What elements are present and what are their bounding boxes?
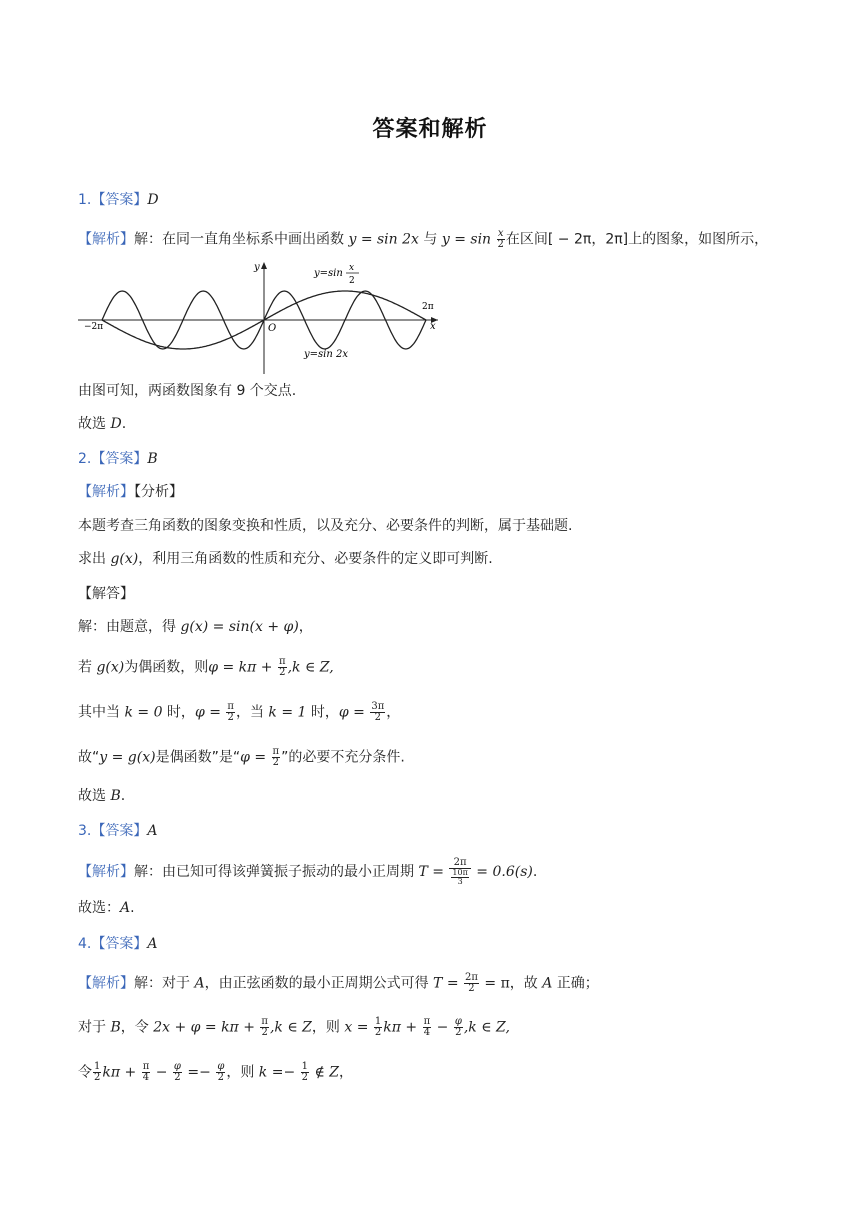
- q3-answer-line: [78, 821, 157, 841]
- q2-line5-fraction1: $\frac{\pi}{2}$: [227, 701, 234, 723]
- q2-answer-tag: 【答案】: [91, 451, 148, 467]
- q2-line4-math: φ = kπ +: [208, 659, 277, 676]
- q3-choose-letter: A: [120, 900, 131, 916]
- q2-line2-post: ，利用三角函数的性质和充分、必要条件的定义即可判断.: [138, 551, 493, 567]
- q2-line5-phi2: φ =: [338, 704, 370, 721]
- q2-line6-c: ”的必要不充分条件.: [281, 749, 405, 766]
- q3-line1-T: T =: [418, 864, 449, 880]
- q4-line2-fraction2: $\frac{1}{2}$: [374, 1016, 382, 1038]
- q2-answer-line: [78, 449, 158, 469]
- q2-line3-pre: 解：由题意，得: [78, 619, 181, 635]
- q4-line2-B: B: [110, 1019, 121, 1036]
- q1-analysis-line: [78, 229, 768, 250]
- sine-graph: [78, 258, 448, 376]
- q2-fenxi: 【分析】: [134, 484, 183, 500]
- q4-line2-mid: ，令: [120, 1019, 154, 1036]
- q2-analysis-heading: [78, 482, 183, 502]
- q3-choose-text: 故选：: [78, 900, 120, 916]
- q4-line3-fraction5: $\frac{1}{2}$: [301, 1061, 309, 1083]
- q2-line2-pre: 求出: [78, 551, 111, 567]
- q4-line1-end: 正确；: [552, 975, 599, 992]
- q1-answer-tag: 【答案】: [91, 192, 148, 208]
- q2-line6-math: y = g(x): [99, 749, 156, 766]
- q4-line2-kpi: kπ +: [383, 1019, 422, 1036]
- q4-line1-mid: ，由正弦函数的最小正周期公式可得: [204, 975, 434, 992]
- y-axis-arrow-icon: [261, 262, 267, 269]
- q2-choose-end: .: [120, 788, 126, 804]
- q2-line6-b: 是偶函数”是“: [155, 749, 241, 766]
- q4-line2-x: x =: [344, 1019, 373, 1036]
- q4-line3-minus: −: [151, 1064, 172, 1081]
- left-bound-label: −2π: [84, 322, 104, 332]
- q4-line3-fraction1: $\frac{1}{2}$: [94, 1061, 101, 1083]
- q2-line5-b: 时，: [162, 704, 195, 721]
- q2-line5-d: 时，: [306, 704, 339, 721]
- q3-period-fraction: $\frac{2\pi}{\frac{10\pi}{3}}$: [449, 858, 470, 886]
- q4-line2: [78, 1017, 510, 1038]
- q2-line2: [78, 549, 493, 569]
- q4-line3-fraction2: $\frac{\pi}{4}$: [142, 1061, 150, 1083]
- q4-line1-pre: 解：对于: [134, 975, 195, 992]
- q2-line4-pre: 若: [78, 659, 97, 676]
- q4-line1-T: T =: [433, 975, 463, 992]
- q1-func1: y = sin 2x: [348, 231, 419, 248]
- q2-line3-math: g(x) = sin(x + φ): [180, 619, 299, 635]
- q3-line1-end: .: [532, 864, 538, 880]
- q1-number: 1.: [78, 192, 92, 208]
- q2-analysis-tag: 【解析】: [78, 484, 134, 500]
- q1-answer-line: [78, 190, 159, 210]
- q1-answer-letter: D: [147, 192, 159, 208]
- q3-analysis-tag: 【解析】: [78, 864, 134, 880]
- q2-line5-c: ，当: [235, 704, 269, 721]
- q4-number: 4.: [78, 936, 92, 952]
- q2-line4-fraction: $\frac{\pi}{2}$: [278, 656, 286, 678]
- q2-line5: [78, 702, 400, 723]
- q3-answer-letter: A: [147, 823, 158, 839]
- q2-line3-post: ，: [298, 619, 313, 635]
- q4-line2-fraction3: $\frac{\pi}{4}$: [423, 1016, 431, 1038]
- sin-half-x-label-num: x: [349, 263, 355, 273]
- q2-line6-phi: φ =: [240, 749, 271, 766]
- q4-line1-fraction: $\frac{2\pi}{2}$: [465, 972, 478, 994]
- q4-line3-eq: =−: [182, 1064, 216, 1081]
- sin2x-label: y=sin 2x: [304, 349, 348, 360]
- q2-line5-fraction2: $\frac{3\pi}{2}$: [371, 701, 385, 723]
- q3-line1: [78, 858, 537, 886]
- x-axis-label: x: [430, 321, 436, 332]
- q4-line3: [78, 1062, 353, 1083]
- page-title: 答案和解析: [372, 117, 488, 142]
- q4-line1-eq: = π: [479, 975, 510, 992]
- q2-line6: [78, 747, 405, 768]
- q2-line6-fraction: $\frac{\pi}{2}$: [272, 746, 280, 768]
- q2-line4: [78, 657, 334, 678]
- q4-analysis-tag: 【解析】: [78, 975, 134, 992]
- q2-choose-text: 故选: [78, 788, 111, 804]
- q4-line3-kpi: kπ +: [102, 1064, 141, 1081]
- q2-line3: [78, 617, 313, 637]
- q4-line1-A2: A: [542, 975, 553, 992]
- q1-intro: 解：在同一直角坐标系中画出函数: [134, 231, 349, 248]
- q4-answer-letter: A: [147, 936, 158, 952]
- q4-answer-line: [78, 934, 157, 954]
- q1-func2-fraction: $\frac{x}{2}$: [497, 228, 504, 250]
- q3-answer-tag: 【答案】: [91, 823, 148, 839]
- q2-jieda: 【解答】: [78, 586, 134, 602]
- q2-line4-mid: 为偶函数，则: [124, 659, 209, 676]
- q4-line2-tail2: ,k ∈ Z,: [463, 1019, 510, 1036]
- q4-line3-k: k =−: [258, 1064, 300, 1081]
- q1-analysis-tag: 【解析】: [78, 231, 134, 248]
- q4-line1: [78, 973, 599, 994]
- q4-line3-pre: 令: [78, 1064, 92, 1081]
- q2-line5-k0: k = 0: [124, 704, 163, 721]
- q4-line2-pre: 对于: [78, 1019, 111, 1036]
- q2-line4-g: g(x): [96, 659, 125, 676]
- q2-line6-a: 故“: [78, 749, 100, 766]
- q2-line5-a: 其中当: [78, 704, 125, 721]
- q1-func2: y = sin: [441, 231, 496, 248]
- origin-label: O: [268, 323, 277, 334]
- y-axis-label: y: [254, 262, 260, 273]
- q2-line4-tail: ,k ∈ Z,: [287, 659, 334, 676]
- q4-line2-then: ，则: [311, 1019, 345, 1036]
- q4-line2-fraction1: $\frac{\pi}{2}$: [261, 1016, 268, 1038]
- q4-line3-notin: ∉ Z: [310, 1064, 340, 1081]
- q4-line2-tail: ,k ∈ Z: [269, 1019, 312, 1036]
- q2-line5-e: ，: [386, 704, 401, 721]
- q1-conclusion: 由图可知，两函数图象有 9 个交点.: [78, 383, 297, 399]
- q4-line3-fraction4: $\frac{\varphi}{2}$: [217, 1061, 225, 1083]
- q1-tail: 在区间[ − 2π，2π]上的图象，如图所示，: [505, 231, 769, 248]
- q2-choose-line: [78, 786, 125, 806]
- q1-with: 与: [418, 231, 442, 248]
- q2-line5-phi1: φ =: [194, 704, 226, 721]
- q3-line1-post: = 0.6(s): [471, 864, 533, 880]
- q4-line2-fraction4: $\frac{\varphi}{2}$: [454, 1016, 462, 1038]
- q4-line2-math: 2x + φ = kπ +: [153, 1019, 260, 1036]
- q4-line3-then: ，则: [226, 1064, 259, 1081]
- q2-answer-letter: B: [147, 451, 158, 467]
- q4-line1-A: A: [194, 975, 205, 992]
- q4-answer-tag: 【答案】: [91, 936, 148, 952]
- q1-choose-text: 故选: [78, 416, 111, 432]
- q4-line2-minus: −: [432, 1019, 453, 1036]
- right-bound-label: 2π: [422, 302, 434, 312]
- q4-line1-mid2: ，故: [509, 975, 543, 992]
- q3-line1-pre: 解：由已知可得该弹簧振子振动的最小正周期: [134, 864, 419, 880]
- q2-line1: 本题考查三角函数的图象变换和性质，以及充分、必要条件的判断，属于基础题.: [78, 518, 573, 534]
- q2-choose-letter: B: [110, 788, 121, 804]
- q3-choose-end: .: [130, 900, 135, 916]
- q1-choose-letter: D: [110, 416, 122, 432]
- q2-number: 2.: [78, 451, 92, 467]
- q2-line2-g: g(x): [110, 551, 139, 567]
- q3-choose-line: [78, 898, 135, 918]
- q1-choose-line: [78, 414, 126, 434]
- q1-choose-end: .: [121, 416, 127, 432]
- q2-line5-k1: k = 1: [268, 704, 307, 721]
- sin-half-x-label: y=sin: [314, 268, 343, 279]
- sin-half-x-label-den: 2: [349, 276, 355, 286]
- q4-line3-fraction3: $\frac{\varphi}{2}$: [173, 1061, 181, 1083]
- q3-number: 3.: [78, 823, 92, 839]
- q4-line3-end: ，: [339, 1064, 354, 1081]
